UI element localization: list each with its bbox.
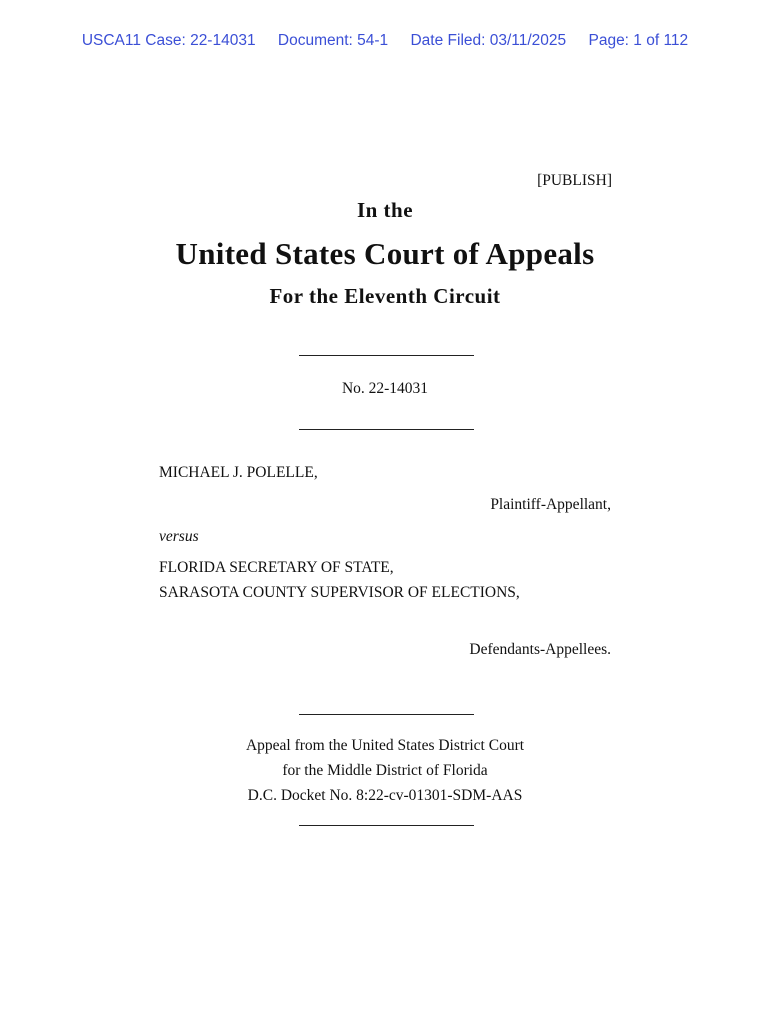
header-document-number: Document: 54-1	[277, 32, 389, 49]
header-page-count: Page: 1 of 112	[588, 32, 689, 49]
divider-rule	[299, 714, 474, 715]
appeal-line-docket: D.C. Docket No. 8:22-cv-01301-SDM-AAS	[247, 787, 523, 804]
filing-header	[0, 32, 770, 50]
appeal-line-district: for the Middle District of Florida	[282, 762, 488, 779]
defendant-role: Defendants-Appellees.	[469, 641, 611, 658]
publish-label: [PUBLISH]	[537, 172, 612, 189]
header-case-number: USCA11 Case: 22-14031	[81, 32, 256, 49]
divider-rule	[299, 355, 474, 356]
divider-rule	[299, 429, 474, 430]
defendant-1: FLORIDA SECRETARY OF STATE,	[159, 559, 394, 576]
court-circuit: For the Eleventh Circuit	[269, 284, 501, 308]
case-number: No. 22-14031	[341, 380, 429, 397]
defendant-2: SARASOTA COUNTY SUPERVISOR OF ELECTIONS,	[159, 584, 520, 601]
appeal-block	[0, 733, 770, 808]
header-date-filed: Date Filed: 03/11/2025	[410, 32, 567, 49]
court-name: United States Court of Appeals	[175, 236, 595, 271]
divider-rule	[299, 825, 474, 826]
plaintiff-name: MICHAEL J. POLELLE,	[159, 464, 318, 481]
plaintiff-role: Plaintiff-Appellant,	[490, 496, 611, 513]
court-in-the: In the	[356, 198, 414, 222]
versus-label: versus	[159, 528, 199, 545]
appeal-line-court: Appeal from the United States District Court	[245, 737, 525, 754]
